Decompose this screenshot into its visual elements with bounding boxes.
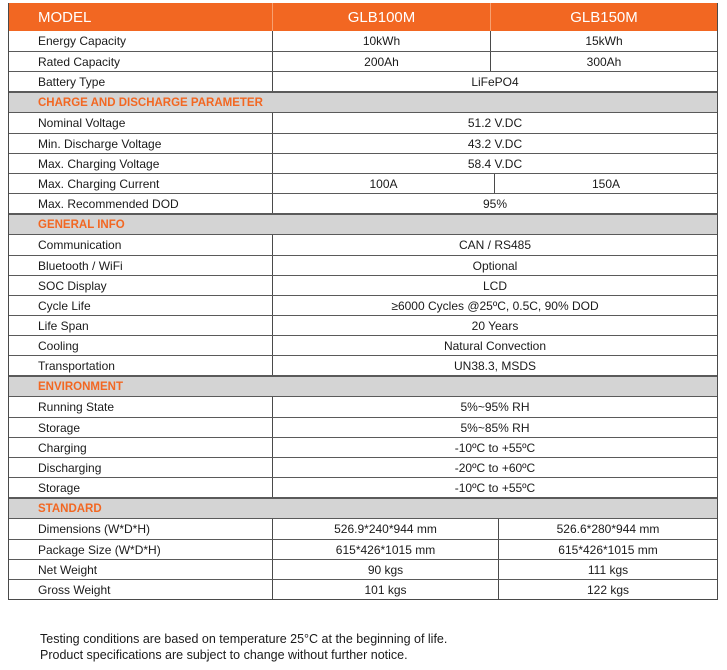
- row-value-b: 150A: [591, 176, 621, 191]
- table-row: [9, 71, 717, 91]
- row-label: Rated Capacity: [9, 52, 273, 71]
- section-title: ENVIRONMENT: [38, 380, 123, 393]
- row-label: Battery Type: [9, 72, 273, 91]
- table-row: [9, 113, 717, 133]
- table-row: [9, 519, 717, 539]
- row-value-b: 615*426*1015 mm: [558, 542, 658, 557]
- row-label: Charging: [9, 438, 273, 457]
- table-row: [9, 275, 717, 295]
- row-value: 5%~85% RH: [460, 420, 530, 435]
- table-row: [9, 255, 717, 275]
- table-row: [9, 133, 717, 153]
- row-value: 43.2 V.DC: [467, 136, 523, 151]
- table-row: [9, 153, 717, 173]
- section-header-general: [9, 213, 717, 235]
- row-value-b: 111 kgs: [587, 562, 629, 577]
- model-glb150m-header: GLB150M: [570, 8, 638, 26]
- row-value: LCD: [482, 278, 507, 293]
- row-value-b: 526.6*280*944 mm: [556, 522, 660, 536]
- row-value: 51.2 V.DC: [467, 116, 523, 130]
- row-label: Max. Charging Current: [9, 174, 273, 193]
- row-label: Storage: [9, 478, 273, 497]
- row-value: Natural Convection: [443, 338, 547, 353]
- table-row: [9, 579, 717, 599]
- row-value-a: 101 kgs: [273, 580, 499, 599]
- section-header-charge: [9, 91, 717, 113]
- table-row: [9, 51, 717, 71]
- row-value: LiFePO4: [471, 74, 519, 89]
- row-label: Max. Recommended DOD: [9, 194, 273, 213]
- row-value: ≥6000 Cycles @25ºC, 0.5C, 90% DOD: [391, 298, 599, 313]
- row-value: Optional: [472, 258, 518, 273]
- row-value: 58.4 V.DC: [467, 156, 523, 171]
- section-title: STANDARD: [38, 502, 102, 515]
- row-label: SOC Display: [9, 276, 273, 295]
- model-header: MODEL: [9, 3, 273, 31]
- table-row: [9, 397, 717, 417]
- table-row: [9, 193, 717, 213]
- row-label: Transportation: [9, 356, 273, 375]
- row-label: Nominal Voltage: [9, 113, 273, 133]
- row-label: Discharging: [9, 458, 273, 477]
- footnote-spec-change: Product specifications are subject to change without further notice.: [40, 648, 408, 662]
- model-glb100m-header: GLB100M: [273, 3, 491, 31]
- row-label: Energy Capacity: [9, 31, 273, 51]
- row-value-a: 526.9*240*944 mm: [273, 519, 499, 539]
- row-value-a: 100A: [273, 174, 495, 193]
- row-value-a: 10kWh: [273, 31, 491, 51]
- row-label: Max. Charging Voltage: [9, 154, 273, 173]
- section-header-standard: [9, 497, 717, 519]
- table-header-row: [9, 3, 717, 31]
- table-row: [9, 355, 717, 375]
- row-value: 5%~95% RH: [460, 400, 530, 414]
- table-row: [9, 457, 717, 477]
- row-label: Package Size (W*D*H): [9, 540, 273, 559]
- table-row: [9, 417, 717, 437]
- row-value-a: 615*426*1015 mm: [273, 540, 499, 559]
- table-row: [9, 335, 717, 355]
- spec-table: [8, 3, 718, 600]
- row-value: -20ºC to +60ºC: [454, 460, 536, 475]
- row-value: 95%: [482, 196, 508, 211]
- section-title: CHARGE AND DISCHARGE PARAMETER: [38, 96, 263, 109]
- row-value: 20 Years: [471, 318, 519, 333]
- table-row: [9, 235, 717, 255]
- row-value-b: 300Ah: [586, 54, 622, 69]
- row-value: UN38.3, MSDS: [453, 358, 537, 373]
- row-label: Bluetooth / WiFi: [9, 256, 273, 275]
- row-value-b: 15kWh: [585, 34, 623, 48]
- row-value: CAN / RS485: [458, 238, 532, 252]
- row-value-a: 200Ah: [273, 52, 491, 71]
- row-value-a: 90 kgs: [273, 560, 499, 579]
- row-label: Cooling: [9, 336, 273, 355]
- row-label: Life Span: [9, 316, 273, 335]
- row-value: -10ºC to +55ºC: [454, 480, 536, 495]
- row-label: Running State: [9, 397, 273, 417]
- row-value-b: 122 kgs: [586, 582, 630, 597]
- table-row: [9, 31, 717, 51]
- table-row: [9, 477, 717, 497]
- footnote-testing-conditions: Testing conditions are based on temperature 25°C at the beginning of life.: [40, 632, 448, 646]
- table-row: [9, 315, 717, 335]
- row-label: Min. Discharge Voltage: [9, 134, 273, 153]
- table-row: [9, 539, 717, 559]
- section-header-environment: [9, 375, 717, 397]
- row-label: Cycle Life: [9, 296, 273, 315]
- row-label: Gross Weight: [9, 580, 273, 599]
- row-label: Dimensions (W*D*H): [9, 519, 273, 539]
- row-label: Storage: [9, 418, 273, 437]
- table-row: [9, 173, 717, 193]
- row-label: Communication: [9, 235, 273, 255]
- table-row: [9, 437, 717, 457]
- footnotes: [40, 631, 447, 663]
- table-row: [9, 295, 717, 315]
- table-row: [9, 559, 717, 579]
- row-value: -10ºC to +55ºC: [454, 440, 536, 455]
- row-label: Net Weight: [9, 560, 273, 579]
- section-title: GENERAL INFO: [38, 218, 125, 231]
